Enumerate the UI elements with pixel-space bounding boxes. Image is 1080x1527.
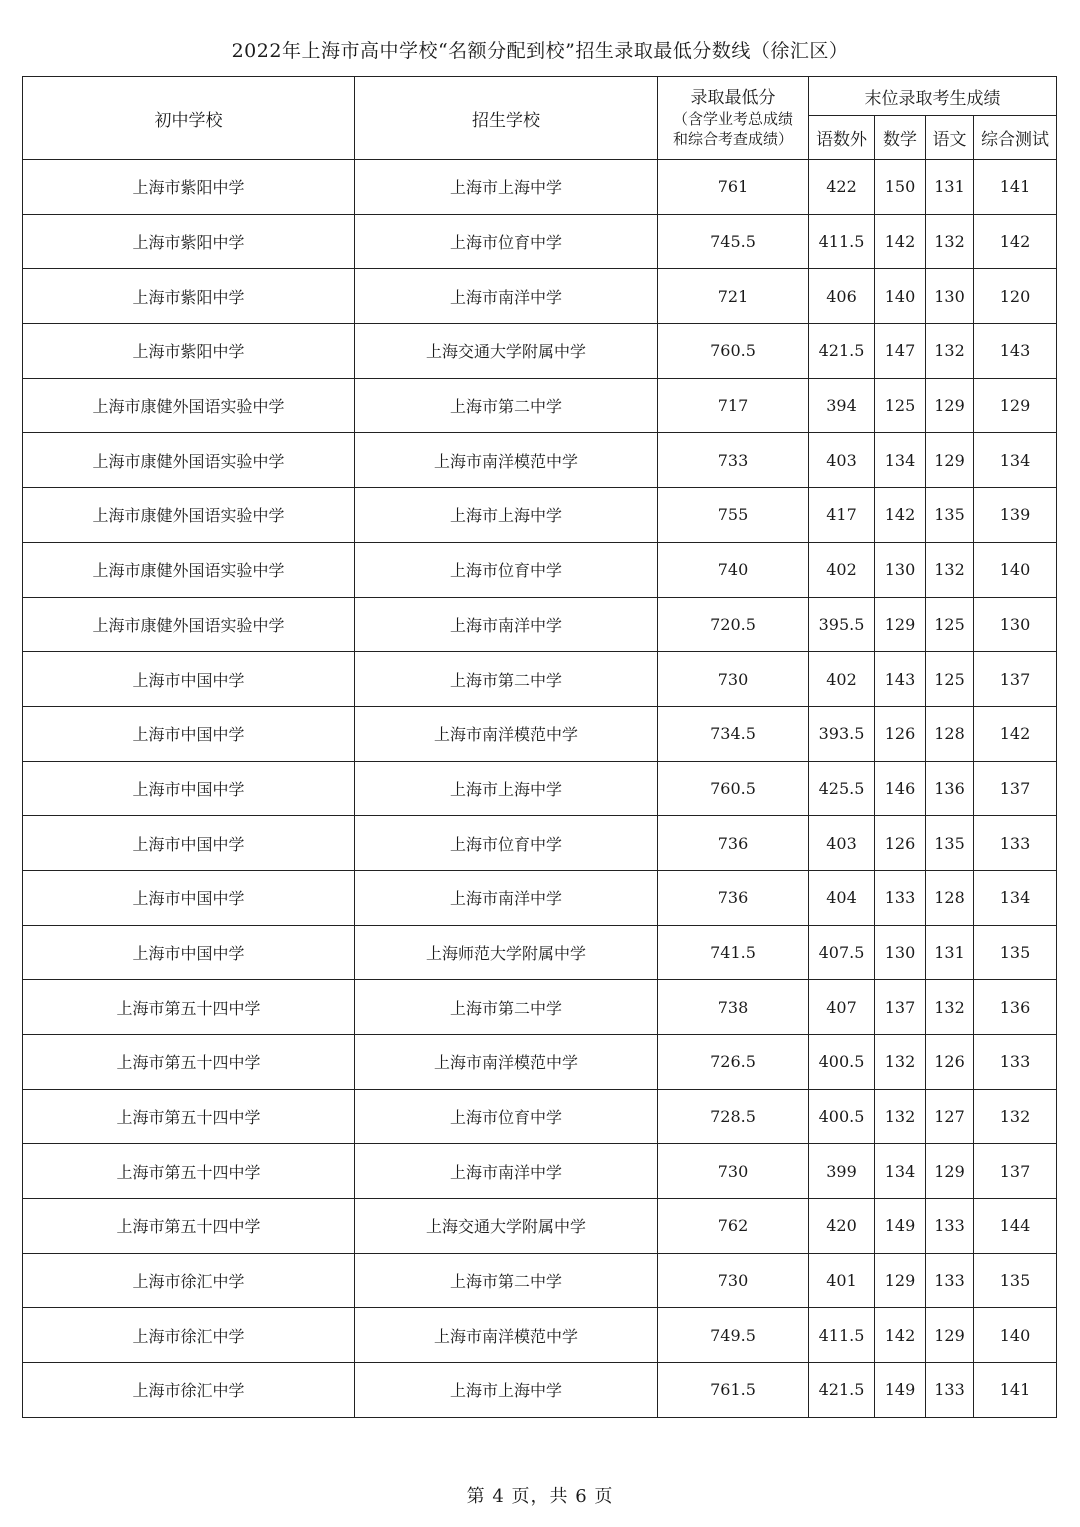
- chinese-cell: 135: [926, 816, 974, 871]
- header-min-score-note-1: （含学业考总成绩: [672, 110, 793, 128]
- chinese-math-english-cell: 422: [809, 160, 875, 215]
- min-score-cell: 720.5: [658, 597, 809, 652]
- admitting-school-cell: 上海市第二中学: [355, 652, 658, 707]
- admitting-school-cell: 上海市上海中学: [355, 488, 658, 543]
- junior-school-cell: 上海市中国中学: [23, 761, 355, 816]
- math-cell: 146: [875, 761, 926, 816]
- comprehensive-test-cell: 141: [974, 160, 1057, 215]
- junior-school-cell: 上海市徐汇中学: [23, 1253, 355, 1308]
- chinese-math-english-cell: 402: [809, 542, 875, 597]
- comprehensive-test-cell: 140: [974, 1308, 1057, 1363]
- table-row: [23, 1308, 1057, 1363]
- admitting-school-cell: 上海市第二中学: [355, 980, 658, 1035]
- chinese-cell: 132: [926, 980, 974, 1035]
- chinese-math-english-cell: 411.5: [809, 214, 875, 269]
- chinese-cell: 133: [926, 1253, 974, 1308]
- header-chinese-math-english: 语数外: [809, 116, 875, 160]
- comprehensive-test-cell: 129: [974, 378, 1057, 433]
- math-cell: 130: [875, 542, 926, 597]
- min-score-cell: 736: [658, 870, 809, 925]
- chinese-cell: 126: [926, 1035, 974, 1090]
- header-min-score: [658, 77, 809, 160]
- junior-school-cell: 上海市紫阳中学: [23, 324, 355, 379]
- header-admitting-school: 招生学校: [355, 77, 658, 160]
- comprehensive-test-cell: 141: [974, 1363, 1057, 1418]
- header-last-student-scores: 末位录取考生成绩: [809, 77, 1057, 116]
- junior-school-cell: 上海市中国中学: [23, 925, 355, 980]
- chinese-cell: 125: [926, 597, 974, 652]
- min-score-cell: 738: [658, 980, 809, 1035]
- junior-school-cell: 上海市第五十四中学: [23, 1089, 355, 1144]
- comprehensive-test-cell: 136: [974, 980, 1057, 1035]
- min-score-cell: 760.5: [658, 324, 809, 379]
- min-score-cell: 749.5: [658, 1308, 809, 1363]
- admitting-school-cell: 上海市第二中学: [355, 1253, 658, 1308]
- table-row: [23, 980, 1057, 1035]
- chinese-math-english-cell: 395.5: [809, 597, 875, 652]
- junior-school-cell: 上海市中国中学: [23, 816, 355, 871]
- header-comprehensive-test: 综合测试: [974, 116, 1057, 160]
- comprehensive-test-cell: 130: [974, 597, 1057, 652]
- comprehensive-test-cell: 143: [974, 324, 1057, 379]
- admitting-school-cell: 上海市南洋模范中学: [355, 433, 658, 488]
- table-row: [23, 925, 1057, 980]
- table-row: [23, 761, 1057, 816]
- junior-school-cell: 上海市康健外国语实验中学: [23, 542, 355, 597]
- chinese-cell: 135: [926, 488, 974, 543]
- comprehensive-test-cell: 137: [974, 1144, 1057, 1199]
- min-score-cell: 740: [658, 542, 809, 597]
- comprehensive-test-cell: 137: [974, 652, 1057, 707]
- min-score-cell: 761: [658, 160, 809, 215]
- admitting-school-cell: 上海市南洋中学: [355, 269, 658, 324]
- comprehensive-test-cell: 139: [974, 488, 1057, 543]
- min-score-cell: 726.5: [658, 1035, 809, 1090]
- admitting-school-cell: 上海市上海中学: [355, 1363, 658, 1418]
- table-row: [23, 1144, 1057, 1199]
- comprehensive-test-cell: 134: [974, 870, 1057, 925]
- min-score-cell: 730: [658, 1144, 809, 1199]
- math-cell: 140: [875, 269, 926, 324]
- junior-school-cell: 上海市紫阳中学: [23, 214, 355, 269]
- min-score-cell: 745.5: [658, 214, 809, 269]
- math-cell: 126: [875, 816, 926, 871]
- comprehensive-test-cell: 142: [974, 214, 1057, 269]
- chinese-math-english-cell: 417: [809, 488, 875, 543]
- admitting-school-cell: 上海市上海中学: [355, 160, 658, 215]
- math-cell: 133: [875, 870, 926, 925]
- header-chinese: 语文: [926, 116, 974, 160]
- comprehensive-test-cell: 133: [974, 816, 1057, 871]
- math-cell: 134: [875, 1144, 926, 1199]
- chinese-cell: 129: [926, 433, 974, 488]
- table-row: [23, 870, 1057, 925]
- math-cell: 134: [875, 433, 926, 488]
- admitting-school-cell: 上海市第二中学: [355, 378, 658, 433]
- math-cell: 149: [875, 1363, 926, 1418]
- chinese-math-english-cell: 400.5: [809, 1035, 875, 1090]
- min-score-cell: 762: [658, 1199, 809, 1254]
- chinese-cell: 132: [926, 542, 974, 597]
- admitting-school-cell: 上海市南洋模范中学: [355, 1308, 658, 1363]
- chinese-cell: 129: [926, 1308, 974, 1363]
- comprehensive-test-cell: 142: [974, 706, 1057, 761]
- math-cell: 147: [875, 324, 926, 379]
- table-row: [23, 1199, 1057, 1254]
- chinese-cell: 136: [926, 761, 974, 816]
- min-score-cell: 721: [658, 269, 809, 324]
- table-row: [23, 1089, 1057, 1144]
- admitting-school-cell: 上海市南洋模范中学: [355, 706, 658, 761]
- document-title: 2022年上海市高中学校“名额分配到校”招生录取最低分数线（徐汇区）: [231, 40, 849, 62]
- math-cell: 143: [875, 652, 926, 707]
- min-score-cell: 761.5: [658, 1363, 809, 1418]
- comprehensive-test-cell: 120: [974, 269, 1057, 324]
- chinese-math-english-cell: 420: [809, 1199, 875, 1254]
- min-score-cell: 736: [658, 816, 809, 871]
- admitting-school-cell: 上海师范大学附属中学: [355, 925, 658, 980]
- chinese-cell: 133: [926, 1363, 974, 1418]
- table-row: [23, 1035, 1057, 1090]
- chinese-math-english-cell: 399: [809, 1144, 875, 1199]
- comprehensive-test-cell: 134: [974, 433, 1057, 488]
- min-score-cell: 717: [658, 378, 809, 433]
- chinese-cell: 129: [926, 378, 974, 433]
- admitting-school-cell: 上海交通大学附属中学: [355, 324, 658, 379]
- math-cell: 137: [875, 980, 926, 1035]
- header-min-score-label: 录取最低分: [690, 88, 776, 108]
- admitting-school-cell: 上海市南洋中学: [355, 870, 658, 925]
- header-junior-school: 初中学校: [23, 77, 355, 160]
- chinese-math-english-cell: 411.5: [809, 1308, 875, 1363]
- junior-school-cell: 上海市第五十四中学: [23, 980, 355, 1035]
- junior-school-cell: 上海市第五十四中学: [23, 1199, 355, 1254]
- admitting-school-cell: 上海交通大学附属中学: [355, 1199, 658, 1254]
- comprehensive-test-cell: 140: [974, 542, 1057, 597]
- junior-school-cell: 上海市徐汇中学: [23, 1308, 355, 1363]
- chinese-cell: 127: [926, 1089, 974, 1144]
- min-score-cell: 755: [658, 488, 809, 543]
- junior-school-cell: 上海市紫阳中学: [23, 269, 355, 324]
- table-row: [23, 1363, 1057, 1418]
- admission-score-table: [22, 76, 1057, 1418]
- junior-school-cell: 上海市康健外国语实验中学: [23, 488, 355, 543]
- comprehensive-test-cell: 133: [974, 1035, 1057, 1090]
- chinese-math-english-cell: 406: [809, 269, 875, 324]
- junior-school-cell: 上海市徐汇中学: [23, 1363, 355, 1418]
- admitting-school-cell: 上海市位育中学: [355, 1089, 658, 1144]
- chinese-math-english-cell: 402: [809, 652, 875, 707]
- admitting-school-cell: 上海市位育中学: [355, 542, 658, 597]
- admitting-school-cell: 上海市上海中学: [355, 761, 658, 816]
- min-score-cell: 734.5: [658, 706, 809, 761]
- chinese-math-english-cell: 425.5: [809, 761, 875, 816]
- table-row: [23, 433, 1057, 488]
- math-cell: 126: [875, 706, 926, 761]
- table-row: [23, 160, 1057, 215]
- chinese-cell: 129: [926, 1144, 974, 1199]
- junior-school-cell: 上海市康健外国语实验中学: [23, 378, 355, 433]
- admitting-school-cell: 上海市南洋中学: [355, 1144, 658, 1199]
- min-score-cell: 741.5: [658, 925, 809, 980]
- chinese-cell: 128: [926, 706, 974, 761]
- comprehensive-test-cell: 135: [974, 925, 1057, 980]
- chinese-cell: 128: [926, 870, 974, 925]
- junior-school-cell: 上海市中国中学: [23, 652, 355, 707]
- junior-school-cell: 上海市第五十四中学: [23, 1035, 355, 1090]
- table-row: [23, 269, 1057, 324]
- chinese-math-english-cell: 400.5: [809, 1089, 875, 1144]
- math-cell: 125: [875, 378, 926, 433]
- math-cell: 132: [875, 1089, 926, 1144]
- junior-school-cell: 上海市康健外国语实验中学: [23, 597, 355, 652]
- chinese-cell: 132: [926, 324, 974, 379]
- page-footer: 第 4 页，共 6 页: [466, 1486, 614, 1507]
- junior-school-cell: 上海市第五十四中学: [23, 1144, 355, 1199]
- comprehensive-test-cell: 137: [974, 761, 1057, 816]
- chinese-math-english-cell: 421.5: [809, 324, 875, 379]
- chinese-cell: 130: [926, 269, 974, 324]
- table-row: [23, 378, 1057, 433]
- chinese-math-english-cell: 401: [809, 1253, 875, 1308]
- admitting-school-cell: 上海市南洋模范中学: [355, 1035, 658, 1090]
- min-score-cell: 730: [658, 652, 809, 707]
- table-body: [23, 160, 1057, 1418]
- chinese-math-english-cell: 393.5: [809, 706, 875, 761]
- header-math: 数学: [875, 116, 926, 160]
- min-score-cell: 760.5: [658, 761, 809, 816]
- chinese-math-english-cell: 421.5: [809, 1363, 875, 1418]
- junior-school-cell: 上海市中国中学: [23, 706, 355, 761]
- chinese-math-english-cell: 404: [809, 870, 875, 925]
- table-row: [23, 488, 1057, 543]
- math-cell: 132: [875, 1035, 926, 1090]
- junior-school-cell: 上海市紫阳中学: [23, 160, 355, 215]
- table-row: [23, 597, 1057, 652]
- junior-school-cell: 上海市中国中学: [23, 870, 355, 925]
- math-cell: 142: [875, 214, 926, 269]
- admitting-school-cell: 上海市位育中学: [355, 816, 658, 871]
- table-row: [23, 1253, 1057, 1308]
- junior-school-cell: 上海市康健外国语实验中学: [23, 433, 355, 488]
- table-row: [23, 542, 1057, 597]
- admitting-school-cell: 上海市位育中学: [355, 214, 658, 269]
- math-cell: 142: [875, 1308, 926, 1363]
- table-row: [23, 652, 1057, 707]
- table-row: [23, 214, 1057, 269]
- chinese-math-english-cell: 403: [809, 433, 875, 488]
- comprehensive-test-cell: 135: [974, 1253, 1057, 1308]
- chinese-cell: 131: [926, 160, 974, 215]
- chinese-cell: 132: [926, 214, 974, 269]
- header-min-score-note-2: 和综合考查成绩）: [672, 130, 793, 148]
- math-cell: 149: [875, 1199, 926, 1254]
- chinese-cell: 133: [926, 1199, 974, 1254]
- math-cell: 129: [875, 597, 926, 652]
- math-cell: 130: [875, 925, 926, 980]
- comprehensive-test-cell: 144: [974, 1199, 1057, 1254]
- chinese-cell: 125: [926, 652, 974, 707]
- admitting-school-cell: 上海市南洋中学: [355, 597, 658, 652]
- chinese-math-english-cell: 394: [809, 378, 875, 433]
- chinese-math-english-cell: 403: [809, 816, 875, 871]
- min-score-cell: 728.5: [658, 1089, 809, 1144]
- math-cell: 142: [875, 488, 926, 543]
- chinese-math-english-cell: 407.5: [809, 925, 875, 980]
- math-cell: 129: [875, 1253, 926, 1308]
- min-score-cell: 733: [658, 433, 809, 488]
- min-score-cell: 730: [658, 1253, 809, 1308]
- comprehensive-test-cell: 132: [974, 1089, 1057, 1144]
- table-row: [23, 816, 1057, 871]
- math-cell: 150: [875, 160, 926, 215]
- chinese-math-english-cell: 407: [809, 980, 875, 1035]
- table-row: [23, 706, 1057, 761]
- table-row: [23, 324, 1057, 379]
- chinese-cell: 131: [926, 925, 974, 980]
